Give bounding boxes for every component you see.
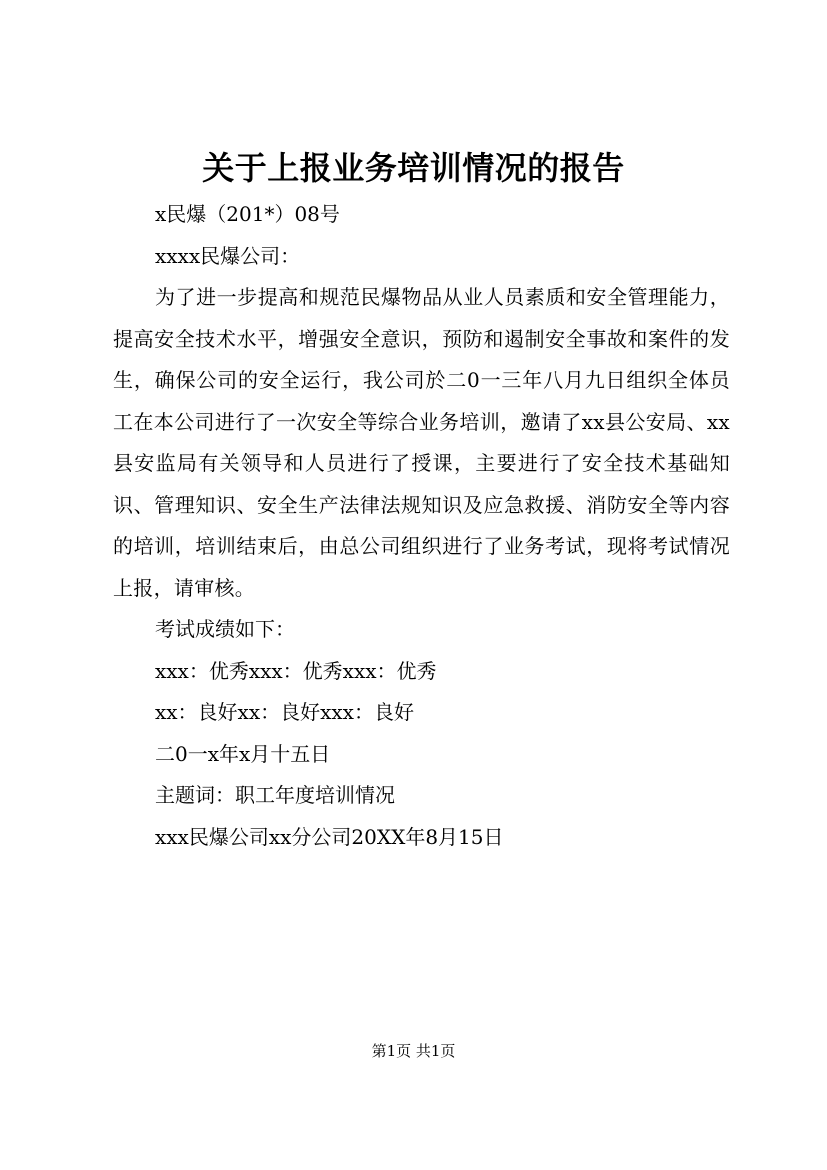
- scores-line-excellent: xxx：优秀xxx：优秀xxx：优秀: [155, 658, 437, 683]
- recipient-line: xxxx民爆公司：: [155, 243, 301, 268]
- doc-number: x民爆（201*）08号: [155, 202, 340, 226]
- main-paragraph: 为了进一步提高和规范民爆物品从业人员素质和安全管理能力，提高安全技术水平，增强安全意识，预防和遏制安全事故和案件的发生，确保公司的安全运行，我公司於二0一三年八月九日组织全体员工在本公司进行了一次安全等综合业务培训，邀请了xx县公安局、xx县安监局有关领导和人员进行了授课，主要进行了安全技术基础知识、管理知识、安全生产法律法规知识及应急救援、消防安全等内容的培训，培训结束后，由总公司组织进行了业务考试，现将考试情况上报，请审核。: [113, 285, 730, 600]
- scores-line-good: xx：良好xx：良好xxx：良好: [155, 700, 414, 724]
- report-date: 二0一x年x月十五日: [155, 741, 331, 766]
- page-footer: 第1页 共1页: [371, 1042, 456, 1060]
- document-title: 关于上报业务培训情况的报告: [202, 149, 625, 187]
- issuer-line: xxx民爆公司xx分公司20XX年8月15日: [155, 824, 504, 849]
- subject-keywords: 主题词：职工年度培训情况: [155, 783, 395, 807]
- document-body: [113, 194, 730, 858]
- scores-heading: 考试成绩如下：: [155, 617, 295, 641]
